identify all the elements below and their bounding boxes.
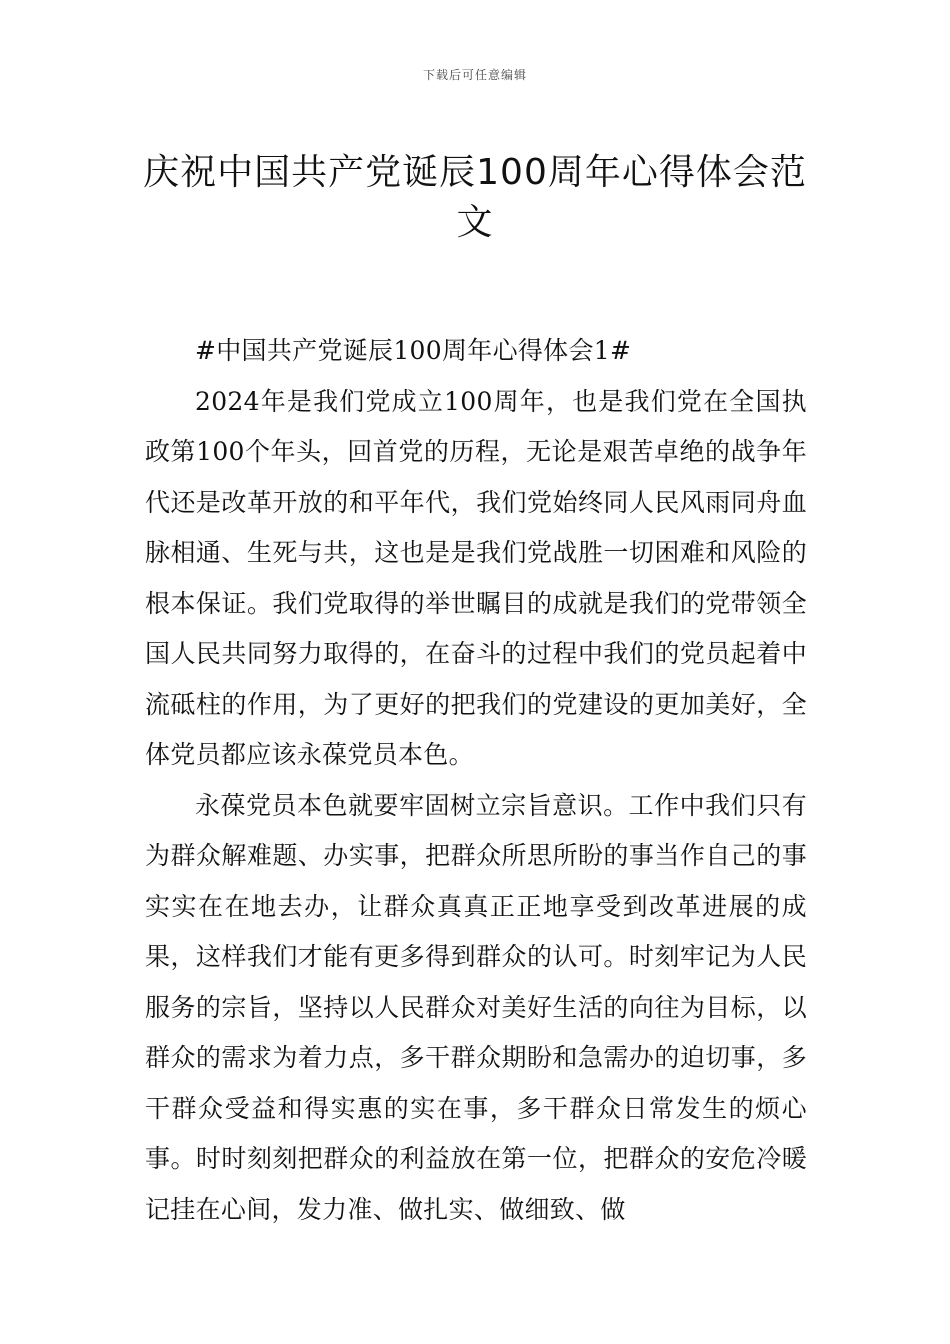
paragraph-2: 永葆党员本色就要牢固树立宗旨意识。工作中我们只有为群众解难题、办实事，把群众所思所盼的事当作自己的事实实在在地去办，让群众真真正正地享受到改革进展的成果，这样我们才能有更多得到群众的认可。时刻牢记为人民服务的宗旨，坚持以人民群众对美好生活的向往为目标，以群众的需求为着力点，多干群众期盼和急需办的迫切事，多干群众受益和得实惠的实在事，多干群众日常发生的烦心事。时时刻刻把群众的利益放在第一位，把群众的安危冷暖记挂在心间，发力准、做扎实、做细致、做 (145, 790, 807, 1224)
header-note: 下载后可任意编辑 (422, 68, 527, 82)
document-body (145, 326, 807, 1235)
section-heading: #中国共产党诞辰100周年心得体会1# (195, 336, 632, 365)
paragraph-1: 2024年是我们党成立100周年，也是我们党在全国执政第100个年头，回首党的历程，无论是艰苦卓绝的战争年代还是改革开放的和平年代，我们党始终同人民风雨同舟血脉相通、生死与共，这也是是我们党战胜一切困难和风险的根本保证。我们党取得的举世瞩目的成就是我们的党带领全国人民共同努力取得的，在奋斗的过程中我们的党员起着中流砥柱的作用，为了更好的把我们的党建设的更加美好，全体党员都应该永葆党员本色。 (145, 386, 807, 769)
document-title: 庆祝中国共产党诞辰100周年心得体会范文 (143, 152, 807, 244)
